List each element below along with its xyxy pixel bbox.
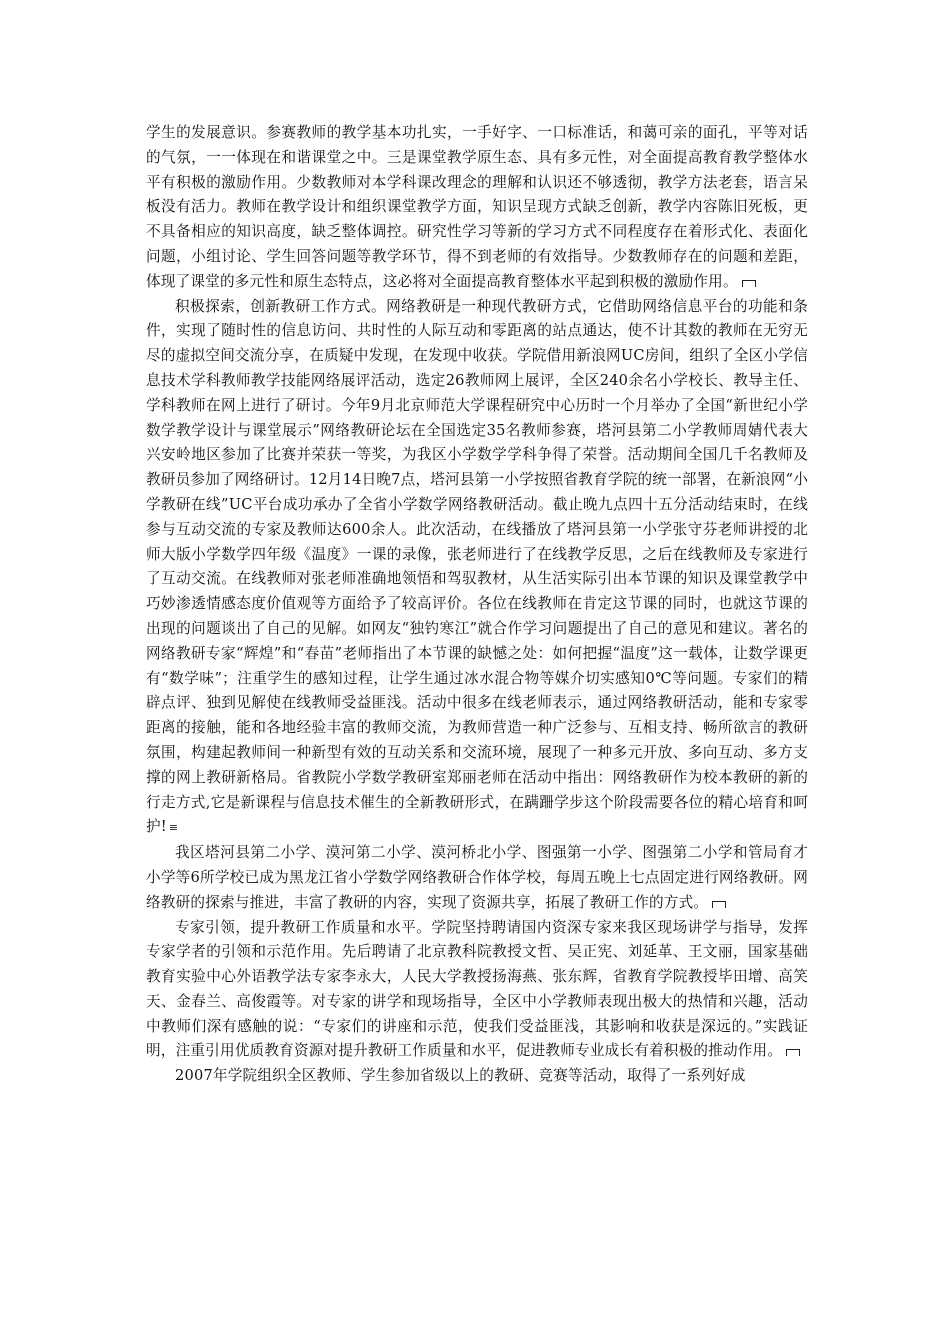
paragraph-2-text: 积极探索，创新教研工作方式。网络教研是一种现代教研方式，它借助网络信息平台的功能和条件，实现了随时性的信息访问、共时性的人际互动和零距离的站点通达，使不计其数的教师在无穷无尽的虚拟空间交流分享，在质疑中发现，在发现中收获。学院借用新浪网UC房间，组织了全区小学信息技术学科教师教学技能网络展评活动，选定26教师网上展评，全区240余名小学校长、教导主任、学科教师在网上进行了研讨。今年9月北京师范大学课程研究中心历时一个月举办了全国“新世纪小学数学教学设计与课堂展示”网络教研论坛在全国选定35名教师参赛，塔河县第二小学教师周婧代表大兴安岭地区参加了比赛并荣获一等奖，为我区小学数学学科争得了荣誉。活动期间全国几千名教师及教研员参加了网络研讨。12月14日晚7点，塔河县第一小学按照省教育学院的统一部署，在新浪网“小学教研在线”UC平台成功承办了全省小学数学网络教研活动。截止晚九点四十五分活动结束时，在线参与互动交流的专家及教师达600余人。此次活动，在线播放了塔河县第一小学张守芬老师讲授的北师大版小学数学四年级《温度》一课的录像，张老师进行了在线教学反思，之后在线教师及专家进行了互动交流。在线教师对张老师准确地领悟和驾驭教材，从生活实际引出本节课的知识及课堂教学中巧妙渗透情感态度价值观等方面给予了较高评价。各位在线教师在肯定这节课的同时，也就这节课的出现的问题谈出了自己的见解。如网友“独钓寒江”就合作学习问题提出了自己的意见和建议。著名的网络教研专家“辉煌”和“春苗”老师指出了本节课的缺憾之处：如何把握“温度”这一载体，让数学课更有“数学味”；注重学生的感知过程，让学生通过冰水混合物等媒介切实感知0℃等问题。专家们的精辟点评、独到见解使在线教师受益匪浅。活动中很多在线老师表示，通过网络教研活动，能和专家零距离的接触，能和各地经验丰富的教师交流，为教师营造一种广泛参与、互相支持、畅所欲言的教研氛围，构建起教师间一种新型有效的互动关系和交流环境，展现了一种多元开放、多向互动、多方支撑的网上教研新格局。省教院小学数学教研室郑丽老师在活动中指出：网络教研作为校本教研的新的行走方式,它是新课程与信息技术催生的全新教研形式，在蹒跚学步这个阶段需要各位的精心培育和呵护! [146,297,808,836]
paragraph-3 [146,841,808,915]
paragraph-end-mark-icon [712,901,726,908]
paragraph-end-mark-icon [742,280,756,287]
paragraph-5-text: 2007年学院组织全区教师、学生参加省级以上的教研、竞赛等活动，取得了一系列好成 [175,1067,746,1085]
paragraph-2 [146,295,808,842]
paragraph-1 [146,121,808,295]
paragraph-4 [146,916,808,1065]
paragraph-1-text: 学生的发展意识。参赛教师的教学基本功扎实，一手好字、一口标准话，和蔼可亲的面孔，平等对话的气氛，一一体现在和谐课堂之中。三是课堂教学原生态、具有多元性，对全面提高教育教学整体水平有积极的激励作用。少数教师对本学科课改理念的理解和认识还不够透彻，教学方法老套，语言呆板没有活力。教师在教学设计和组织课堂教学方面，知识呈现方式缺乏创新，教学内容陈旧死板，更不具备相应的知识高度，缺乏整体调控。研究性学习等新的学习方式不同程度存在着形式化、表面化问题，小组讨论、学生回答问题等教学环节，得不到老师的有效指导。少数教师存在的问题和差距，体现了课堂的多元性和原生态特点，这必将对全面提高教育整体水平起到积极的激励作用。 [146,124,808,290]
paragraph-5 [146,1064,808,1089]
paragraph-end-mark-icon [786,1049,800,1056]
document-page [146,121,808,1089]
paragraph-end-mark-icon: ≡ [168,821,179,835]
paragraph-3-text: 我区塔河县第二小学、漠河第二小学、漠河桥北小学、图强第一小学、图强第二小学和管局育才小学等6所学校已成为黑龙江省小学数学网络教研合作体学校，每周五晚上七点固定进行网络教研。网络教研的探索与推进，丰富了教研的内容，实现了资源共享，拓展了教研工作的方式。 [146,844,808,911]
paragraph-4-text: 专家引领，提升教研工作质量和水平。学院坚持聘请国内资深专家来我区现场讲学与指导，发挥专家学者的引领和示范作用。先后聘请了北京教科院教授文哲、吴正宪、刘延革、王文丽，国家基础教育实验中心外语教学法专家李永大，人民大学教授扬海燕、张东辉，省教育学院教授毕田增、高笑天、金春兰、高俊霞等。对专家的讲学和现场指导，全区中小学教师表现出极大的热情和兴趣，活动中教师们深有感触的说：“专家们的讲座和示范，使我们受益匪浅，其影响和收获是深远的。”实践证明，注重引用优质教育资源对提升教研工作质量和水平，促进教师专业成长有着积极的推动作用。 [146,918,808,1060]
